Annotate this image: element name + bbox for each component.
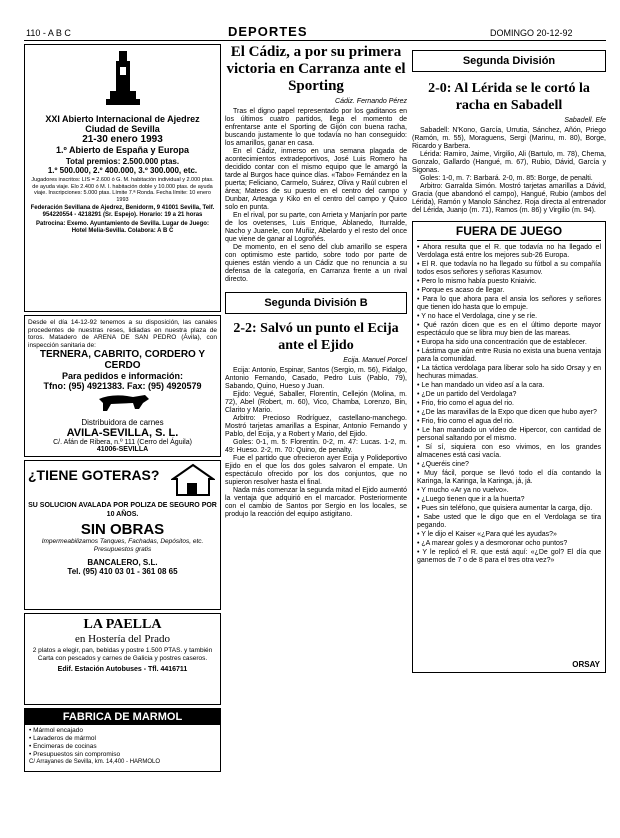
meat-ad-dist: Distribuidora de carnes <box>81 418 164 427</box>
fuera-item: • ¿De un partido del Verdolaga? <box>417 391 517 398</box>
roof-ad <box>24 460 221 610</box>
paella-ad-text: 2 platos a elegir, pan, bebidas y postre 1.500 PTAS. y también Carta con pescados y carnes de Galicia y postres caseros. <box>32 647 213 662</box>
ecija-headline: 2-2: Salvó un punto el Ecija ante el Ejido <box>233 321 399 353</box>
lerida-headline: 2-0: Al Lérida se le cortó la racha en Sabadell <box>428 81 590 113</box>
fuera-item: • Y le replicó el R. que está aquí: «¿De gol? El día que ganemos de 7 o de 8 para el tres otra vez?» <box>417 549 601 564</box>
marble-ad-item: • Presupuestos sin compromiso <box>29 751 121 758</box>
header-rule <box>24 40 606 41</box>
fuera-de-juego-box <box>412 221 606 673</box>
ecija-paragraph: Fue el partido que ofrecieron ayer Ecija y Polideportivo Ejido en el que los dos goles salvaron el empate. Un espectáculo ofrecido por los dos conjuntos, que no supieron resolver hasta el final. <box>225 455 407 486</box>
page-number: 110 - A B C <box>26 28 71 38</box>
center-column <box>225 44 407 519</box>
roof-ad-solution: SU SOLUCION AVALADA POR POLIZA DE SEGURO POR 10 AÑOS. <box>28 502 217 518</box>
meat-ad-address: C/. Afán de Ribera, n.º 111 (Cerro del Águila) <box>53 439 192 446</box>
page-date: DOMINGO 20-12-92 <box>490 28 573 38</box>
fuera-item: • Sabe usted que le digo que en el Verdolaga se tira pegando. <box>417 514 601 529</box>
paella-ad <box>24 613 221 705</box>
fuera-item: • Y le dijo el Kaiser «¿Para qué les ayudas?» <box>417 531 557 538</box>
cadiz-paragraph: En el rival, por su parte, con Arrieta y Manjarín por parte de los ovetenses, Luis Enrique, Ablanedo, Iturralde, Nacho y Juanele, con Muñiz, Abelardo y el resto del once que viene de ganar al Logroñés. <box>225 212 407 243</box>
paella-ad-subtitle: en Hostería del Prado <box>75 633 170 645</box>
fuera-item: • Pero lo mismo había puesto Kniaivic. <box>417 278 537 285</box>
marble-ad-footer: C/ Arrayanes de Sevilla, km. 14,400 - HARMOLO <box>29 759 161 765</box>
fuera-item: • ¿Luego tienen que ir a la huerta? <box>417 496 525 503</box>
fuera-signature: ORSAY <box>572 660 600 669</box>
fuera-title: FUERA DE JUEGO <box>417 224 601 241</box>
lerida-paragraph: Sabadell: N'Kono, García, Urrutia, Sánchez, Añón, Priego (Ramón, m. 55), Moraguens, Sergi (Marinu, m. 80), Borge, Ricardo y Barbera. <box>412 127 606 150</box>
ecija-paragraph: Ecija: Antonio, Espinar, Santos (Sergio, m. 56), Fidalgo, Antonio Fernando, Casado, Pedro Luis (Pablo, 79), Sabando, Quino, Hueso y Juan. <box>225 367 407 390</box>
cadiz-paragraph: De momento, en el seno del club amarillo se espera con optimismo este partido, sobre todo por parte de quienes están viendo a un Cádiz que no renuncia a su defensa de la categoría, en Carranza frente a un rival directo. <box>225 244 407 283</box>
cadiz-headline: El Cádiz, a por su primera victoria en Carranza ante el Sporting <box>226 44 406 94</box>
fuera-list <box>417 244 601 565</box>
paella-ad-title: LA PAELLA <box>83 617 162 632</box>
roof-ad-detail: Impermeabilizamos Tanques, Fachadas, Depósitos, etc. Presupuestos gratis <box>41 538 204 553</box>
marble-ad-title: FABRICA DE MARMOL <box>25 709 220 725</box>
fuera-item: • Y mucho «Ar ya no vuelvo». <box>417 487 509 494</box>
chess-ad-sponsors: Patrocina: Exemo. Ayuntamiento de Sevilla. Lugar de Juego: Hotel Melia-Sevilla. Colabora: A B C <box>36 221 209 234</box>
marble-ad-list <box>25 725 220 768</box>
fuera-item: • Porque es acaso de llegar. <box>417 287 505 294</box>
ecija-byline: Ecija. Manuel Porcel <box>343 357 407 364</box>
marble-ad-item: • Mármol encajado <box>29 727 83 734</box>
fuera-item: • Le han mandado un vídeo de Hipercor, con cantidad de personal saltando por el mismo. <box>417 427 601 442</box>
marble-ad-item: • Lavaderos de mármol <box>29 735 96 742</box>
segunda-b-banner: Segunda División B <box>225 292 407 314</box>
cadiz-byline: Cádiz. Fernando Pérez <box>335 98 407 105</box>
chess-ad-subtitle: 1.º Abierto de España y Europa <box>56 145 189 155</box>
chess-ad-dates: 21-30 enero 1993 <box>82 134 163 145</box>
marble-ad-item: • Encimeras de cocinas <box>29 743 97 750</box>
cadiz-paragraph: Tras el digno papel representado por los gaditanos en los últimos cuatro partidos, llega el momento de enfrentarse ante el Sporting de Gijón con buena racha, buscando justamente lo que todavía no han conseguido: los amarillos, ganar en casa. <box>225 108 407 147</box>
lerida-paragraph: Lérida: Ramiro, Jaime, Virgilio, Ali (Bartulo, m. 78), Chema, Gonzalo, Gallardo (Hangué, m. 67), Rubio, Dávid, García y Sigonas. <box>412 151 606 174</box>
chess-ad-org: Federación Sevillana de Ajedrez, Benidorm, 9 41001 Sevilla, Telf. 954220554 - 4218291 (Sr. Espejo). Horario: 19 a 21 horas <box>30 205 215 218</box>
roof-ad-title: ¿TIENE GOTERAS? <box>28 467 160 483</box>
meat-ad-products: TERNERA, CABRITO, CORDERO Y CERDO <box>39 349 206 371</box>
ads-column <box>24 44 221 775</box>
segunda-banner: Segunda División <box>412 50 606 72</box>
fuera-item: • Para lo que ahora para el ansia los señores y señores que tienen ido hasta que lo empuje. <box>417 296 601 311</box>
chess-ad-city: Ciudad de Sevilla <box>85 124 160 134</box>
cadiz-paragraph: En el Cádiz, inmerso en una semana plagada de acontecimientos extradeportivos, José Luis Romero ha decidido contar con el mismo equipo que le amargó la tarde al Burgos hace quince días. «Tabo» Fernández en la puerta; Feliciano, Carmelo, Suárez, Oliva y Raúl cubren el área; Mateos de su puesto en el centro del campo y Dunbar, Arteaga y Kiko en el centro del campo y Quico solo en punta. <box>225 148 407 211</box>
fuera-item: • ¿A marear goles y a desmoronar ocho puntos? <box>417 540 568 547</box>
chess-ad-prizes: 1.º 500.000, 2.º 400.000, 3.º 300.000, etc. <box>47 166 198 175</box>
ecija-paragraph: Nada más comenzar la segunda mitad el Ejido aumentó la ventaja que adquirió en el marcador. Posteriormente con el cambio de Santos por Sergio en los locales, se produjo la reacción del equipo astigitano. <box>225 487 407 518</box>
fuera-item: • Lástima que aún entre Rusia no exista una buena ventaja para la comunidad. <box>417 348 601 363</box>
roof-ad-company: BANCALERO, S.L. <box>87 558 158 567</box>
chess-ad-info: Jugadores inscritos: LIS = 2.600 ó G. M. habitación individual y 2.000 ptas. de ayuda viaje. Elo 2.400 ó M. I. habitación doble y 10.000 ptas. de ayuda viaje. Inscripciones: 5.000 ptas. Límite 7.ª Ronda. Fecha límite: 10 enero 1993 <box>31 177 214 203</box>
roof-ad-tel: Tel. (95) 410 03 01 - 361 08 65 <box>67 567 178 576</box>
cathedral-logo-icon <box>106 49 140 107</box>
chess-ad-prize: Total premios: 2.500.000 ptas. <box>65 157 180 166</box>
ecija-paragraph: Ejido: Vegué, Saballer, Florentín, Cellejón (Molina, m. 72), Abel (Robert, m. 60), Vico, Chamba, Lorenzo, Bin, Clarito y Mario. <box>225 391 407 414</box>
chess-ad <box>24 44 221 312</box>
lerida-paragraph: Goles: 1-0, m. 7: Barbará. 2-0, m. 85: Borge, de penalti. <box>420 175 593 182</box>
paella-ad-address: Edif. Estación Autobuses - Tfl. 4416711 <box>57 666 188 673</box>
fuera-item: • Ahora resulta que el R. que todavía no ha llegado el Verdolaga está entre los mejores sub-26 Europa. <box>417 244 601 259</box>
fuera-item: • Sí sí, siquiera con eso vivimos, en los grandes almacenes está casi vacía. <box>417 444 601 459</box>
chess-ad-title: XXI Abierto Internacional de Ajedrez <box>45 114 200 124</box>
section-title: DEPORTES <box>228 24 308 39</box>
marble-ad <box>24 708 221 772</box>
fuera-item: • ¿De las maravillas de la Expo que dicen que hubo ayer? <box>417 409 597 416</box>
fuera-item: • El R. que todavía no ha llegado su fútbol a su compañía todos esos señores y señoras Kasumov. <box>417 261 601 276</box>
meat-ad-text: Desde el día 14-12-92 tenemos a su disposición, las canales procedentes de nuestras reses, lidiadas en nuestra plaza de toros. Matadero de ARENA DE SAN PEDRO (Ávila), con inspección sanitaria de: <box>28 319 217 349</box>
fuera-item: • La táctica verdolaga para liberar solo ha sido Orsay y en hechuras mimadas. <box>417 365 601 380</box>
fuera-item: • Frio, frio como el agua del rio. <box>417 400 514 407</box>
meat-ad-phones: Tfno: (95) 4921383. Fax: (95) 4920579 <box>43 381 202 391</box>
ecija-paragraph: Arbitro: Precioso Rodríguez, castellano-manchego. Mostró tarjetas amarillas a Espinar, Antonio Fernando y Pablo, del Ecija, y a Robert y Mario, del Ejido. <box>225 415 407 438</box>
fuera-item: • Y no hace el Verdolaga, cine y se ríe. <box>417 313 538 320</box>
house-icon <box>171 463 215 497</box>
page-header <box>0 0 620 40</box>
ecija-paragraph: Goles: 0-1, m. 5: Florentín. 0-2, m. 47: Lucas. 1-2, m. 49: Hueso. 2-2, m. 70: Quino, de penalty. <box>225 439 407 454</box>
meat-ad-postal: 41006-SEVILLA <box>96 446 149 453</box>
meat-ad-orders: Para pedidos e información: <box>61 371 184 381</box>
fuera-item: • Frio, frio como el agua del rio. <box>417 418 514 425</box>
meat-ad-company: AVILA-SEVILLA, S. L. <box>66 427 179 439</box>
fuera-item: • Muy fácil, porque se llevó todo el día contando la Karinga, la Karinga, la Karinga, já, já. <box>417 470 601 485</box>
right-column <box>412 44 606 673</box>
fuera-item: • Le han mandado un video así a la cara. <box>417 382 545 389</box>
lerida-byline: Sabadell. Efe <box>564 117 606 124</box>
fuera-item: • Pues sin teléfono, que quisiera aumentar la carga, dijo. <box>417 505 593 512</box>
meat-ad <box>24 315 221 457</box>
bull-icon <box>93 391 153 413</box>
fuera-item: • ¿Queréis cine? <box>417 461 469 468</box>
fuera-item: • Qué razón dicen que es en el último deporte mayor espectáculo que se libra muy bien de las mareas. <box>417 322 601 337</box>
fuera-item: • Europa ha sido una concentración que de establecer. <box>417 339 587 346</box>
roof-ad-noworks: SIN OBRAS <box>80 521 165 538</box>
lerida-paragraph: Arbitro: Garralda Simón. Mostró tarjetas amarillas a Dávid, Gracia (que abandonó el campo), Hangué, Rubio (ambos del Lérida), Ramón y Manolo Sánchez. Roja directa al entrenador del Lérida, Juanjo (m. 71), Ramos (m. 86) y Virgilio (m. 94). <box>412 183 606 214</box>
